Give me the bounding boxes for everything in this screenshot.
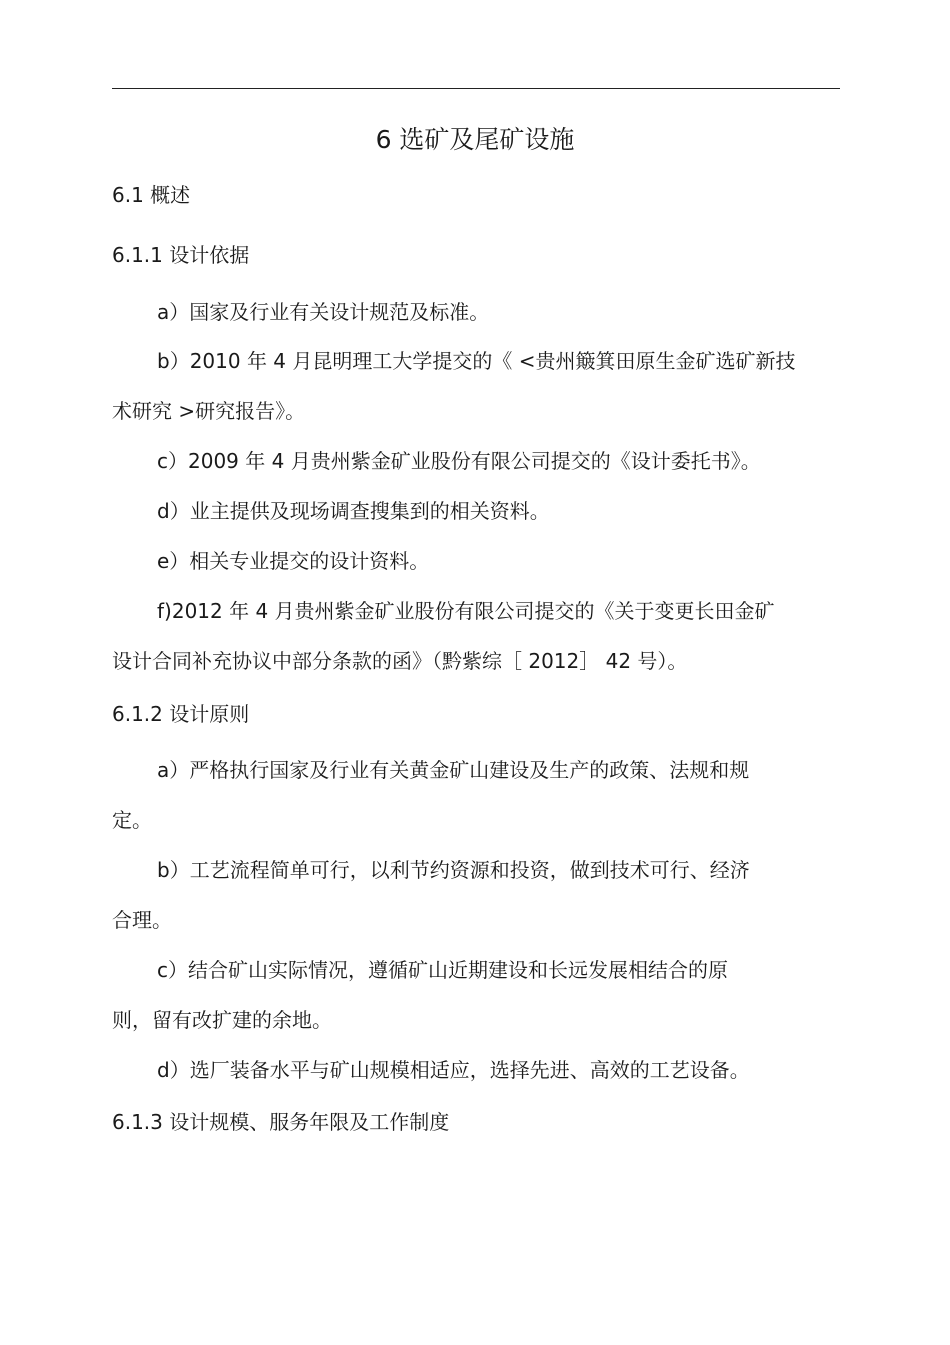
basis-item-e: e）相关专业提交的设计资料。 bbox=[157, 549, 430, 573]
basis-item-b-continued: 术研究 >研究报告》。 bbox=[112, 399, 306, 423]
principle-item-c: c）结合矿山实际情况，遵循矿山近期建设和长远发展相结合的原 bbox=[157, 958, 728, 982]
section-heading-6-1-2: 6.1.2 设计原则 bbox=[112, 702, 250, 726]
basis-item-f: f)2012 年 4 月贵州紫金矿业股份有限公司提交的《关于变更长田金矿 bbox=[157, 599, 775, 623]
basis-item-b: b）2010 年 4 月昆明理工大学提交的《 <贵州簸箕田原生金矿选矿新技 bbox=[157, 349, 796, 373]
chapter-title: 6 选矿及尾矿设施 bbox=[375, 125, 575, 154]
principle-item-b: b）工艺流程简单可行，以利节约资源和投资，做到技术可行、经济 bbox=[157, 858, 750, 882]
principle-item-d: d）选厂装备水平与矿山规模相适应，选择先进、高效的工艺设备。 bbox=[157, 1058, 750, 1082]
basis-item-d: d）业主提供及现场调查搜集到的相关资料。 bbox=[157, 499, 550, 523]
basis-item-a: a）国家及行业有关设计规范及标准。 bbox=[157, 300, 490, 324]
section-heading-6-1-1: 6.1.1 设计依据 bbox=[112, 243, 250, 267]
principle-item-c-continued: 则，留有改扩建的余地。 bbox=[112, 1008, 332, 1032]
principle-item-a: a）严格执行国家及行业有关黄金矿山建设及生产的政策、法规和规 bbox=[157, 758, 750, 782]
principle-item-b-continued: 合理。 bbox=[112, 908, 172, 932]
section-heading-6-1: 6.1 概述 bbox=[112, 183, 191, 207]
header-rule bbox=[112, 88, 840, 89]
section-heading-6-1-3: 6.1.3 设计规模、服务年限及工作制度 bbox=[112, 1110, 450, 1134]
basis-item-f-continued: 设计合同补充协议中部分条款的函》（黔紫综［ 2012］ 42 号）。 bbox=[112, 649, 688, 673]
basis-item-c: c）2009 年 4 月贵州紫金矿业股份有限公司提交的《设计委托书》。 bbox=[157, 449, 761, 473]
principle-item-a-continued: 定。 bbox=[112, 808, 152, 832]
